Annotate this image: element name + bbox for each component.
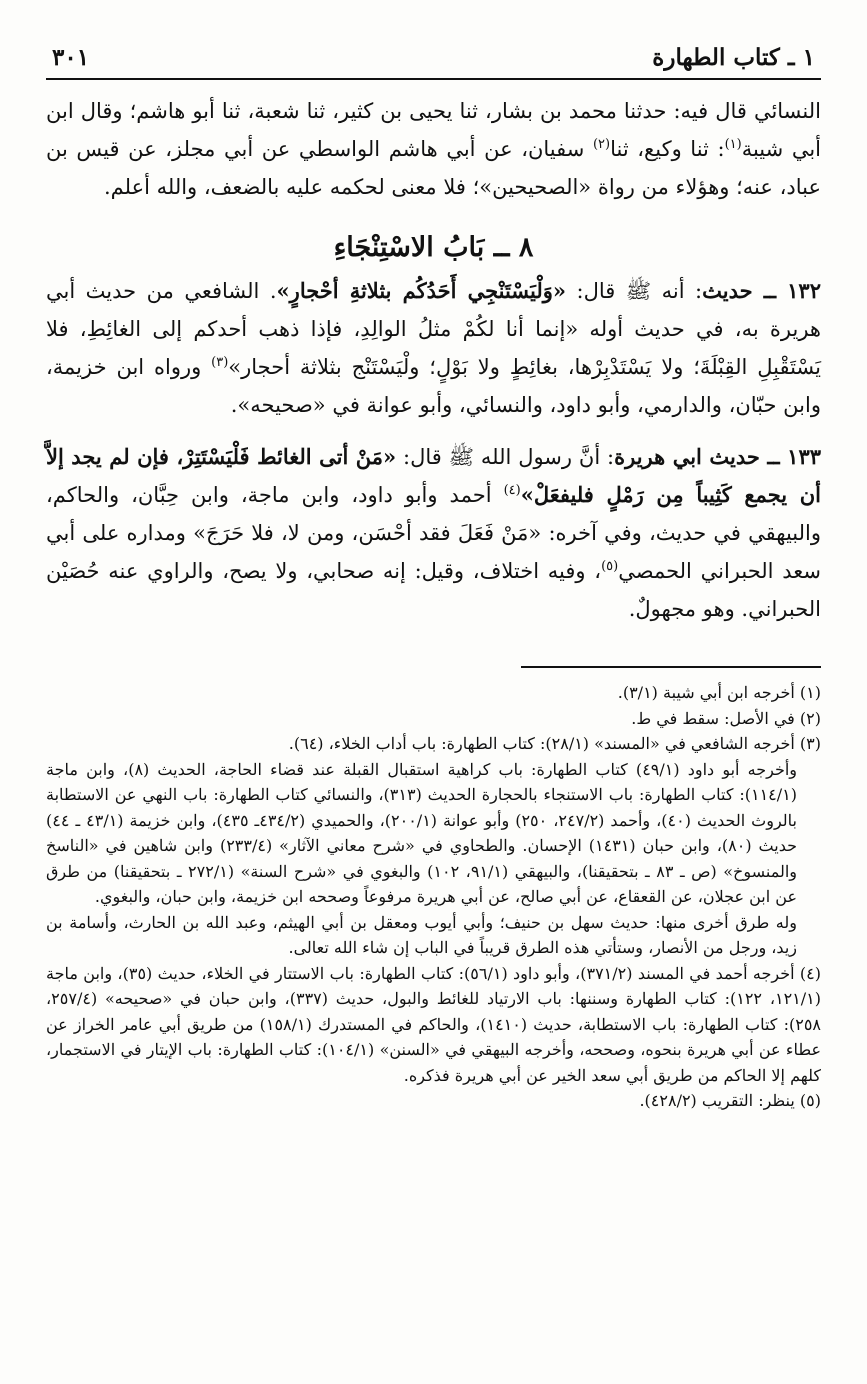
hadith-133-quote: «مَنْ أتى الغائط فَلْيَسْتَتِرْ، فإن لم يجد إلاَّ أن يجمع كَثِيباً مِن رَمْلٍ فليفعَلْ» bbox=[46, 444, 822, 507]
intro-text-1: النسائي قال فيه: حدثنا محمد بن بشار، ثنا يحيى بن كثير، ثنا شعبة، ثنا أبو هاشم؛ وقال ابن أبي شيبة bbox=[46, 99, 822, 161]
intro-paragraph bbox=[46, 92, 821, 206]
hadith-132-quote: «وَلْيَسْتَنْجِي أَحَدُكُم بثلاثةِ أحْجارٍ» bbox=[276, 278, 567, 303]
page-header bbox=[46, 44, 821, 80]
footnote-3-other-paths: وله طرق أخرى منها: حديث سهل بن حنيف؛ وأبي أيوب ومعقل بن أبي الهيثم، وعبد الله بن الحارث، وأسامة بن زيد، ورجل من الأنصار، وستأتي هذه الطرق قريباً في الباب إن شاء الله تعالى. bbox=[46, 912, 797, 957]
hadith-133-text-2: أحمد وأبو داود، وابن ماجة، وابن حِبَّان، والحاكم، والبيهقي في حديث، وفي آخره: «مَنْ فَعَلَ فقد أحْسَن، ومن لا، فلا حَرَجَ» ومداره على أبي سعد الحبراني الحمصي bbox=[46, 483, 822, 583]
footnote-ref-3[interactable]: (٣) bbox=[211, 355, 229, 370]
footnote-ref-5[interactable]: (٥) bbox=[601, 559, 619, 574]
footnote-ref-4[interactable]: (٤) bbox=[503, 483, 521, 498]
footnote-ref-2[interactable]: (٢) bbox=[592, 137, 611, 152]
hadith-132-text-2: . الشافعي من حديث أبي هريرة به، في حديث أوله «إنما أنا لكُمْ مثلُ الوالِدِ، فإذا ذهب أحدكم إلى الغائِطِ، فلا يَسْتَقْبِلِ القِبْلَةَ؛ ولا يَسْتَدْبِرْها، بغائِطٍ ولا بَوْلٍ؛ ولْيَسْتَنْج بثلاثة أحجار» bbox=[46, 279, 821, 379]
main-text bbox=[46, 92, 821, 628]
hadith-133-text-1: : أنَّ رسول الله ﷺ قال: bbox=[396, 445, 615, 469]
hadith-133-text-3: ، وفيه اختلاف، وقيل: إنه صحابي، ولا يصح، والراوي عنه حُصَيْن الحبراني. وهو مجهولٌ. bbox=[46, 559, 821, 621]
chapter-heading: ٨ ــ بَابُ الاسْتِنْجَاءِ bbox=[333, 232, 534, 263]
hadith-132-text-1: : أنه ﷺ قال: bbox=[566, 279, 703, 303]
hadith-132-text-3: ورواه ابن خزيمة، وابن حبّان، والدارمي، وأبو داود، والنسائي، وأبو عوانة في «صحيحه». bbox=[46, 355, 821, 417]
intro-text-2: : ثنا وكيع، ثنا bbox=[610, 137, 725, 161]
hadith-132 bbox=[46, 272, 821, 424]
page-number: ٣٠١ bbox=[52, 44, 90, 71]
footnote-ref-1[interactable]: (١) bbox=[724, 137, 742, 152]
hadith-132-lead: ١٣٢ ــ حديث bbox=[702, 278, 821, 303]
footnote-3: (٣) أخرجه الشافعي في «المسند» (٢٨/١): كتاب الطهارة: باب أداب الخلاء، (٦٤). bbox=[288, 734, 821, 753]
hadith-133 bbox=[46, 438, 821, 628]
footnote-4: (٤) أخرجه أحمد في المسند (٣٧١/٢)، وأبو داود (٥٦/١): كتاب الطهارة: باب الاستتار في الخلاء، حديث (٣٥)، وابن ماجة (١٢١/١، ١٢٢): كتاب الطهارة وسننها: باب الارتياد للغائط والبول، حديث (٣٣٧)، وابن حبان في «صحيحه» (٢٥٧/٤، ٢٥٨): كتاب الطهارة: باب الاستطابة، حديث (١٤١٠)، والحاكم في المستدرك (١٥٨/١) من طريق أبي عامر الخراز عن عطاء عن أبي هريرة بنحوه، وصححه، وأخرجه البيهقي في «السنن» (١٠٤/١): كتاب الطهارة: باب الإيتار في الاستجمار، كلهم إلا الحاكم من طريق أبي سعد الخير عن أبي هريرة فذكره. bbox=[46, 963, 822, 1085]
footnote-5: (٥) ينظر: التقريب (٤٢٨/٢). bbox=[639, 1091, 821, 1110]
footnotes bbox=[46, 680, 821, 1114]
intro-text-3: سفيان، عن أبي هاشم الواسطي عن أبي مجلز، عن قيس بن عباد، عنه؛ وهؤلاء من رواة «الصحيحين»؛ فلا معنى لحكمه عليه بالضعف، والله أعلم. bbox=[46, 137, 821, 199]
footnote-3-continued: وأخرجه أبو داود (٤٩/١) كتاب الطهارة: باب كراهية استقبال القبلة عند قضاء الحاجة، الحديث (٨)، وابن ماجة (١١٤/١): كتاب الطهارة: باب الاستنجاء بالحجارة الحديث (٣١٣)، والنسائي كتاب الطهارة: باب النهي عن الاستطابة بالروث الحديث (٤٠)، وأحمد (٢٤٧/٢، ٢٥٠) وأبو عوانة (٢٠٠/١)، والحميدي (٤٣٤/٢ـ ٤٣٥)، وابن خزيمة (٤٣/١ ـ ٤٤) حديث (٨٠)، وابن حبان (١٤٣١) الإحسان. والطحاوي في «شرح معاني الآثار» (٢٣٣/٤) وابن شاهين في «الناسخ والمنسوخ» (ص ـ ٨٣ ـ بتحقيقنا)، والبيهقي (٩١/١، ١٠٢) والبغوي في «شرح السنة» (٢٧٢/١ ـ بتحقيقنا) من طرق عن ابن عجلان، عن القعقاع، عن أبي صالح، عن أبي هريرة مرفوعاً وصححه ابن خزيمة، وابن حبان، والبغوي. bbox=[46, 759, 798, 906]
footnote-1: (١) أخرجه ابن أبي شيبة (٣/١). bbox=[617, 683, 821, 702]
footnote-2: (٢) في الأصل: سقط في ط. bbox=[631, 708, 821, 728]
running-title: ١ ـ كتاب الطهارة bbox=[652, 44, 815, 71]
footnote-divider bbox=[521, 666, 821, 668]
hadith-133-lead: ١٣٣ ــ حديث ابي هريرة bbox=[614, 444, 822, 469]
